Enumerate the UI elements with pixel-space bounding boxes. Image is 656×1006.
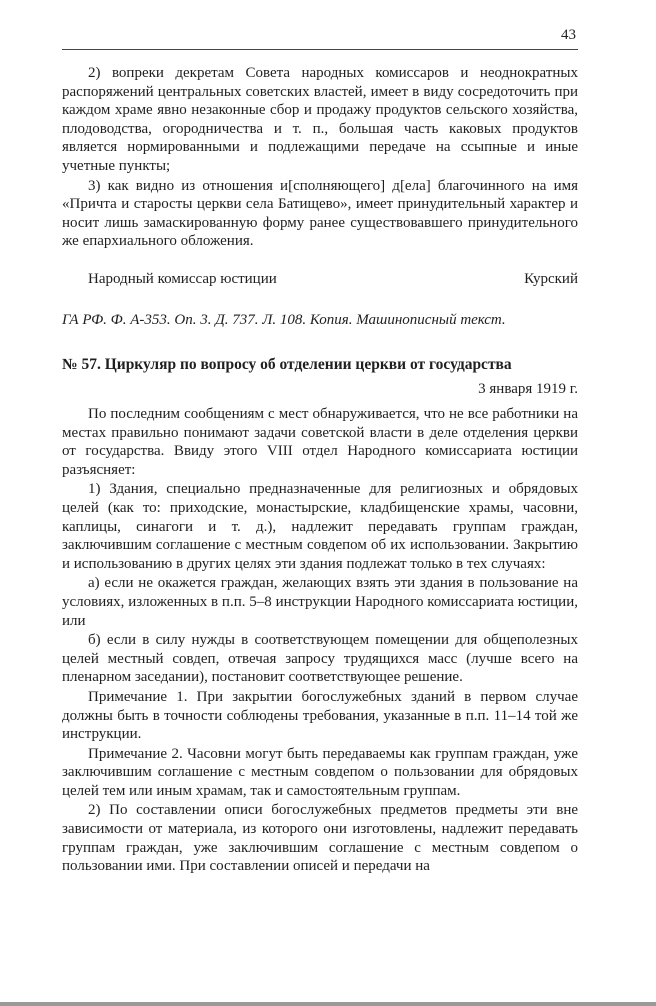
document-date: 3 января 1919 г. <box>478 381 578 397</box>
page-bottom-edge <box>0 1002 656 1006</box>
paragraph: а) если не окажется граждан, желающих взять эти здания в пользование на условиях, изложенных в п.п. 5–8 инструкции Народного комиссариата юстиции, или <box>62 575 578 629</box>
document-heading: № 57. Циркуляр по вопросу об отделении церкви от государства <box>62 356 512 373</box>
paragraph: Примечание 1. При закрытии богослужебных зданий в первом случае должны быть в точности соблюдены требования, указанные в п.п. 11–14 той же инструкции. <box>62 688 578 743</box>
paragraph: По последним сообщениям с мест обнаруживается, что не все работники на местах правильно понимают задачи советской власти в деле отделения церкви от государства. Ввиду этого VIII отдел Народного комиссариата юстиции разъясняет: <box>62 406 578 478</box>
header-rule <box>62 49 578 50</box>
signatory-name: Курский <box>524 271 578 287</box>
paragraph: 2) вопреки декретам Совета народных комиссаров и неоднократных распоряжений центральных советских властей, имеет в виду сосредоточить при каждом храме явно незаконные сбор и продажу продуктов сельского хозяйства, плодоводства, огородничества и т. п., большая часть каковых продуктов является нормированными и подлежащими передаче на ссыпные и иные учетные пункты; <box>62 65 578 174</box>
archive-source: ГА РФ. Ф. А-353. Оп. 3. Д. 737. Л. 108. Копия. Машинописный текст. <box>62 312 506 328</box>
paragraph: 3) как видно из отношения и[сполняющего] д[ела] благочинного на имя «Причта и старосты церкви села Батищево», имеет принудительный характер и носит лишь замаскированную форму ранее существовавшего принудительного же епархиального обложения. <box>62 177 578 250</box>
paragraph: б) если в силу нужды в соответствующем помещении для общеполезных целей местный совдеп, отвечая запросу трудящихся масс (лучше всего на пленарном заседании), постановит соответствующее решение. <box>62 632 578 686</box>
paragraph: 1) Здания, специально предназначенные для религиозных и обрядовых целей (как то: приходские, монастырские, кладбищенские храмы, часовни, каплицы, синагоги и т. д.), надлежит передавать группам граждан, заключившим соглашение с местным совдепом об их использовании. Закрытию и использованию в других целях эти здания подлежат только в тех случаях: <box>62 481 578 572</box>
page-number: 43 <box>561 27 576 43</box>
paragraph: Примечание 2. Часовни могут быть передаваемы как группам граждан, уже заключившим соглашение с местным совдепом о пользовании для обрядовых целей тем или иным храмам, так и самостоятельным группам. <box>62 745 578 799</box>
document-body <box>62 405 578 876</box>
paragraph: 2) По составлении описи богослужебных предметов предметы эти вне зависимости от материала, из которого они изготовлены, надлежит передавать группам граждан, уже заключившим соглашение с местным совдепом о пользовании ими. При составлении описей и передачи на <box>62 802 578 875</box>
signature-block <box>62 270 578 288</box>
previous-document-text <box>62 64 578 251</box>
signatory-position: Народный комиссар юстиции <box>88 271 277 287</box>
